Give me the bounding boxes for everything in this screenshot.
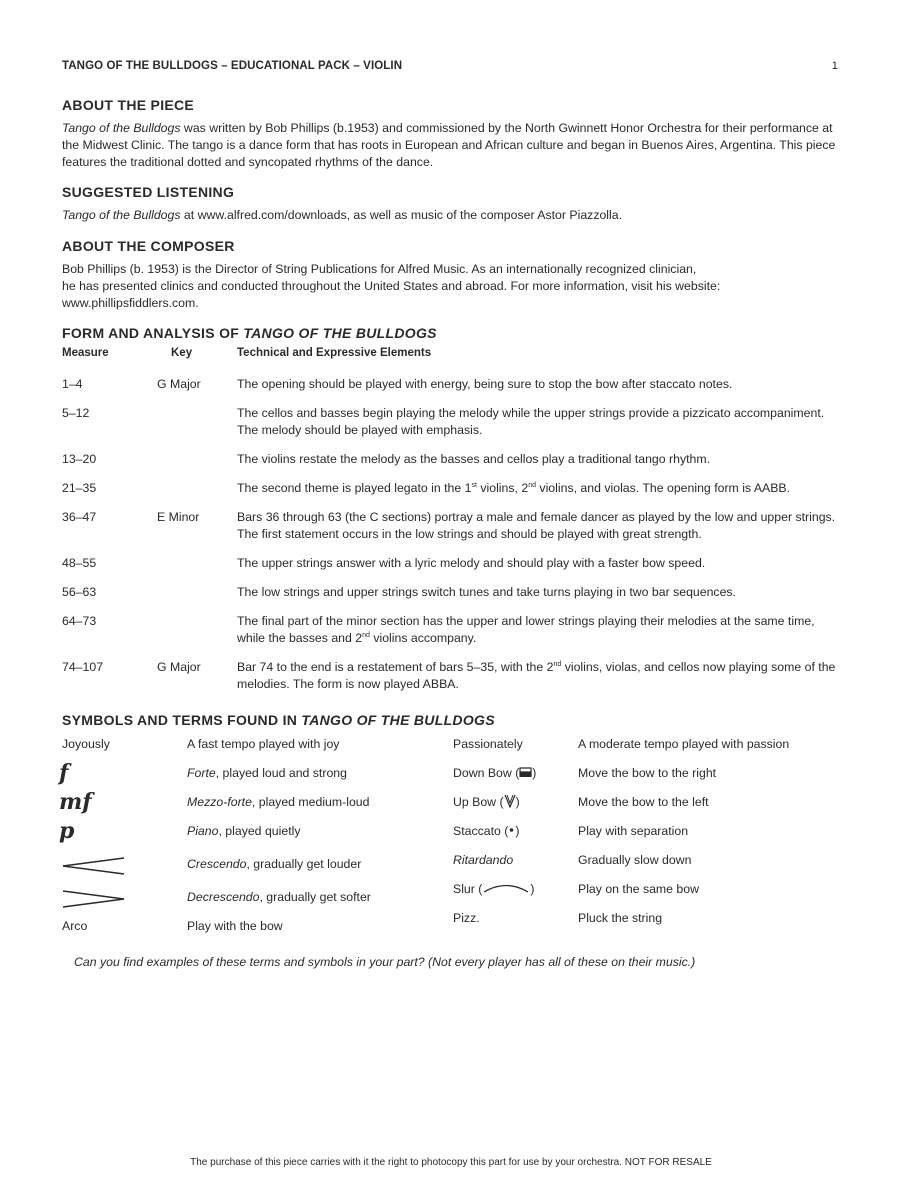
term-text: ) [515, 795, 520, 809]
key-cell: G Major [157, 660, 201, 674]
composer-website: www.phillipsfiddlers.com. [62, 296, 199, 310]
definition: Move the bow to the left [578, 795, 709, 809]
about-piece-body: was written by Bob Phillips (b.1953) and commissioned by the North Gwinnett Honor Orchestra for their performance at the Midwest Clinic. The tango is a dance form that has roots in European and African culture and began in Buenos Aires, Argentina. This piece features the traditional dotted and syncopated rhythms of the dance. [62, 121, 836, 169]
measure-cell: 56–63 [62, 585, 97, 599]
term-text: Up Bow ( [453, 795, 504, 809]
symbols-heading-prefix: SYMBOLS AND TERMS FOUND IN [62, 712, 302, 728]
symbols-heading-title: TANGO OF THE BULLDOGS [301, 712, 495, 728]
document-page [59, 0, 840, 1200]
term-ritardando [453, 852, 513, 869]
elements-cell: The low strings and upper strings switch tunes and take turns playing in two bar sequences. [237, 585, 736, 599]
term-slur [453, 881, 535, 898]
elements-cell [237, 480, 837, 497]
measure-cell: 48–55 [62, 556, 97, 570]
definition: A moderate tempo played with passion [578, 737, 790, 751]
column-header-key: Key [171, 347, 193, 359]
slur-icon [482, 882, 530, 894]
decrescendo-hairpin-icon [62, 889, 126, 909]
measure-cell: 64–73 [62, 614, 97, 628]
definition-text: , played quietly [218, 824, 301, 838]
term-staccato [453, 823, 519, 840]
term-down-bow [453, 765, 536, 782]
column-header-elements: Technical and Expressive Elements [237, 347, 432, 359]
definition-term: Crescendo [187, 857, 247, 871]
elements-cell: The violins restate the melody as the basses and cellos play a traditional tango rhythm. [237, 452, 711, 466]
term-text: ) [532, 766, 537, 780]
elements-cell: Bars 36 through 63 (the C sections) portray a male and female dancer as played by the low and upper strings. The first statement occurs in the low strings and should be played with great strength. [237, 510, 836, 541]
elements-text: violins, violas, and cellos now playing some of the melodies. The form is now played ABBA. [237, 660, 836, 691]
definition [187, 765, 347, 782]
form-heading-title: TANGO OF THE BULLDOGS [243, 325, 437, 341]
elements-cell [237, 659, 837, 693]
composer-line: he has presented clinics and conducted throughout the United States and abroad. For more information, visit his website: [62, 279, 721, 293]
measure-cell: 13–20 [62, 452, 97, 466]
term-text: Ritardando [453, 853, 514, 867]
form-analysis-table [62, 347, 840, 691]
measure-cell: 21–35 [62, 481, 97, 495]
elements-text: Bar 74 to the end is a restatement of bars 5–35, with the 2 [237, 660, 554, 674]
elements-text: violins, 2 [476, 481, 529, 495]
term-arco: Arco [62, 919, 88, 933]
definition [187, 918, 283, 935]
term-up-bow [453, 794, 520, 811]
definition-text: , played loud and strong [215, 766, 347, 780]
listening-heading: SUGGESTED LISTENING [62, 184, 235, 200]
ordinal-suffix: st [471, 481, 477, 489]
definition: Play on the same bow [578, 882, 699, 896]
definition-term: Forte [187, 766, 216, 780]
definition [187, 856, 361, 873]
composer-heading: ABOUT THE COMPOSER [62, 238, 235, 254]
term-passionately: Passionately [453, 737, 523, 751]
term-text: Down Bow ( [453, 766, 520, 780]
down-bow-icon [519, 766, 532, 778]
running-title: TANGO OF THE BULLDOGS – EDUCATIONAL PACK – VIOLIN [62, 60, 403, 72]
elements-cell: The opening should be played with energy, being sure to stop the bow after staccato notes. [237, 377, 733, 391]
listening-text [62, 207, 838, 224]
crescendo-hairpin-icon [62, 856, 126, 876]
measure-cell: 74–107 [62, 660, 104, 674]
definition [187, 823, 301, 840]
copyright-footer: The purchase of this piece carries with it the right to photocopy this part for use by your orchestra. NOT FOR RESALE [190, 1157, 712, 1168]
definition-text: , gradually get softer [259, 890, 371, 904]
form-heading [62, 325, 437, 341]
table-header [62, 347, 840, 367]
definition-text: , played medium-loud [251, 795, 370, 809]
definition-text: Play with the bow [187, 919, 283, 933]
elements-text: violins, and violas. The opening form is AABB. [536, 481, 791, 495]
elements-cell: The upper strings answer with a lyric melody and should play with a faster bow speed. [237, 556, 706, 570]
ordinal-suffix: nd [553, 660, 562, 668]
symbols-note: Can you find examples of these terms and symbols in your part? (Not every player has all of these on their music.) [74, 955, 696, 969]
definition: Gradually slow down [578, 853, 692, 867]
column-header-measure: Measure [62, 347, 109, 359]
measure-cell: 1–4 [62, 377, 83, 391]
measure-cell: 36–47 [62, 510, 97, 524]
measure-cell: 5–12 [62, 406, 90, 420]
term-text: Slur ( [453, 882, 483, 896]
definition: Play with separation [578, 824, 689, 838]
symbols-heading [62, 712, 495, 728]
up-bow-icon [504, 794, 516, 808]
elements-text: violins accompany. [369, 631, 477, 645]
term-pizz: Pizz. [453, 911, 480, 925]
elements-text: The second theme is played legato in the 1 [237, 481, 472, 495]
term-text: ) [515, 824, 520, 838]
piano-symbol: p [59, 818, 75, 844]
key-cell: E Minor [157, 510, 200, 524]
form-heading-prefix: FORM AND ANALYSIS OF [62, 325, 244, 341]
ordinal-suffix: nd [362, 631, 370, 639]
mezzo-forte-symbol: mf [59, 789, 92, 815]
term-text: Staccato ( [453, 824, 509, 838]
forte-symbol: f [59, 760, 69, 786]
listening-body: at www.alfred.com/downloads, as well as music of the composer Astor Piazzolla. [180, 208, 623, 222]
composer-line: Bob Phillips (b. 1953) is the Director of String Publications for Alfred Music. As an internationally recognized clinician, [62, 262, 697, 276]
term-text: ) [530, 882, 535, 896]
definition [187, 736, 339, 753]
definition-text: , gradually get louder [246, 857, 362, 871]
composer-text [62, 261, 838, 312]
term-joyously: Joyously [62, 737, 110, 751]
about-piece-text [62, 120, 838, 171]
ordinal-suffix: nd [528, 481, 536, 489]
elements-text: The final part of the minor section has the upper and lower strings playing their melodies at the same time, while the basses and 2 [237, 614, 815, 645]
definition: Move the bow to the right [578, 766, 717, 780]
running-head [62, 60, 840, 72]
definition-term: Mezzo-forte [187, 795, 252, 809]
definition-text: A fast tempo played with joy [187, 737, 340, 751]
piece-title: Tango of the Bulldogs [62, 208, 181, 222]
elements-cell: The cellos and basses begin playing the melody while the upper strings provide a pizzicato accompaniment. The melody should be played with emphasis. [237, 406, 825, 437]
about-piece-heading: ABOUT THE PIECE [62, 97, 195, 113]
page-number: 1 [831, 60, 838, 72]
elements-cell [237, 613, 837, 647]
key-cell: G Major [157, 377, 201, 391]
piece-title: Tango of the Bulldogs [62, 121, 181, 135]
definition [187, 794, 370, 811]
definition-term: Piano [187, 824, 219, 838]
definition: Pluck the string [578, 911, 663, 925]
definition-term: Decrescendo [187, 890, 260, 904]
definition [187, 889, 371, 906]
